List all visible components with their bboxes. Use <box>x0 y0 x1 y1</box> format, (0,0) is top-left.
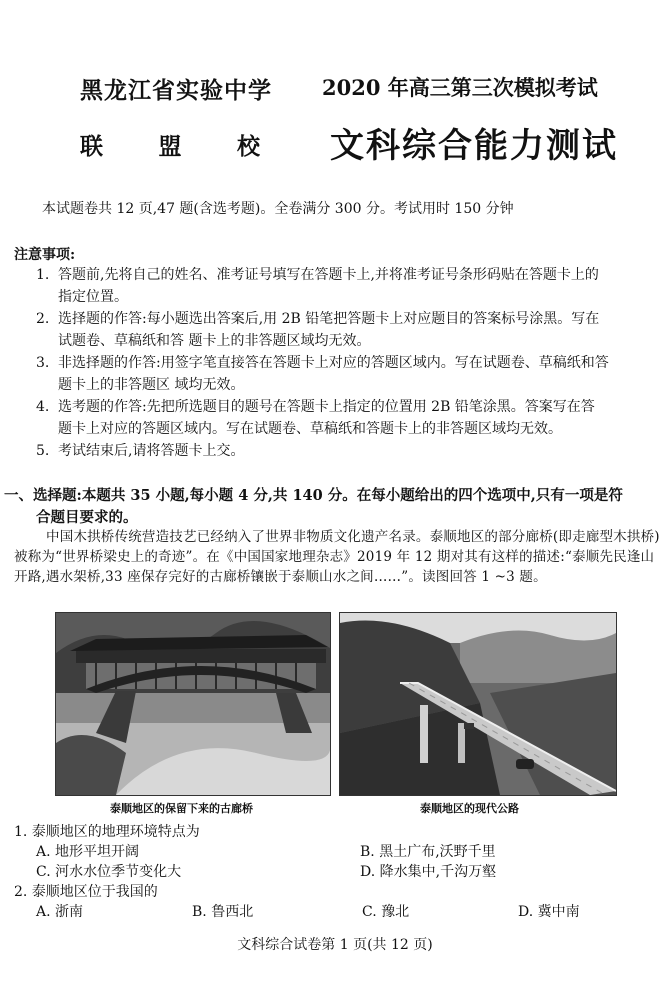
note-text: 非选择题的作答:用签字笔直接答在答题卡上对应的答题区域内。写在试题卷、草稿纸和答 <box>58 355 609 371</box>
note-item <box>36 352 660 396</box>
question-option: D. 冀中南 <box>518 904 580 920</box>
question-option: D. 降水集中,千沟万壑 <box>360 864 497 880</box>
note-number: 4. <box>36 399 50 415</box>
note-number: 2. <box>36 311 50 327</box>
note-text: 选择题的作答:每小题选出答案后,用 2B 铅笔把答题卡上对应题目的答案标号涂黑。写在 <box>58 311 600 327</box>
right-photo-caption: 泰顺地区的现代公路 <box>420 802 519 815</box>
subject-title: 文科综合能力测试 <box>330 126 618 166</box>
exam-title: 2020 年高三第三次模拟考试 <box>322 75 598 100</box>
school-name: 黑龙江省实验中学 <box>80 77 272 104</box>
note-number: 1. <box>36 267 50 283</box>
paper-info: 本试题卷共 12 页,47 题(含选考题)。全卷满分 300 分。考试用时 150 分钟 <box>42 201 514 217</box>
alliance-char: 校 <box>237 133 260 160</box>
question-stem: 2. 泰顺地区位于我国的 <box>14 884 158 900</box>
note-text: 选考题的作答:先把所选题目的题号在答题卡上指定的位置用 2B 铅笔涂黑。答案写在答 <box>58 399 595 415</box>
section-heading-line: 一、选择题:本题共 35 小题,每小题 4 分,共 140 分。在每小题给出的四个选项中,只有一项是符 <box>4 487 623 504</box>
note-text-cont: 题卡上对应的答题区域内。写在试题卷、草稿纸和答题卡上的非答题区域均无效。 <box>58 421 562 437</box>
alliance-char: 盟 <box>158 133 182 160</box>
note-number: 5. <box>36 443 50 459</box>
question-option: B. 鲁西北 <box>192 904 254 920</box>
alliance-char: 联 <box>80 133 103 160</box>
question-option: A. 地形平坦开阔 <box>36 844 140 860</box>
note-number: 3. <box>36 355 50 371</box>
note-item <box>36 264 660 308</box>
covered-bridge-photo <box>55 612 331 796</box>
note-text-cont: 试题卷、草稿纸和答 题卡上的非答题区域均无效。 <box>58 333 371 349</box>
note-item <box>36 308 660 352</box>
note-item <box>36 440 660 462</box>
reading-passage: 中国木拱桥传统营造技艺已经纳入了世界非物质文化遗产名录。泰顺地区的部分廊桥(即走廊型木拱桥)被称为“世界桥梁史上的奇迹”。在《中国国家地理杂志》2019 年 12 期对其有这样的描述:“泰顺先民逢山开路,遇水架桥,33 座保存完好的古廊桥镶嵌于泰顺山水之间……”。读图回答 1 ~3 题。 <box>14 529 660 585</box>
page-footer: 文科综合试卷第 1 页(共 12 页) <box>237 937 433 953</box>
notes-heading: 注意事项: <box>14 247 76 263</box>
note-text-cont: 题卡上的非答题区 域均无效。 <box>58 377 245 393</box>
modern-highway-photo <box>339 612 617 796</box>
alliance-label <box>80 128 260 161</box>
note-item <box>36 396 660 440</box>
note-text-cont: 指定位置。 <box>58 289 128 305</box>
question-option: C. 河水水位季节变化大 <box>36 864 182 880</box>
left-photo-caption: 泰顺地区的保留下来的古廊桥 <box>110 802 253 815</box>
note-text: 考试结束后,请将答题卡上交。 <box>58 443 245 459</box>
note-text: 答题前,先将自己的姓名、准考证号填写在答题卡上,并将准考证号条形码贴在答题卡上的 <box>58 267 599 283</box>
question-option: A. 浙南 <box>36 904 84 920</box>
question-option: B. 黑土广布,沃野千里 <box>360 844 496 860</box>
section-heading-cont: 合题目要求的。 <box>36 509 138 526</box>
section-heading <box>4 485 664 529</box>
question-option: C. 豫北 <box>362 904 410 920</box>
question-stem: 1. 泰顺地区的地理环境特点为 <box>14 824 200 840</box>
